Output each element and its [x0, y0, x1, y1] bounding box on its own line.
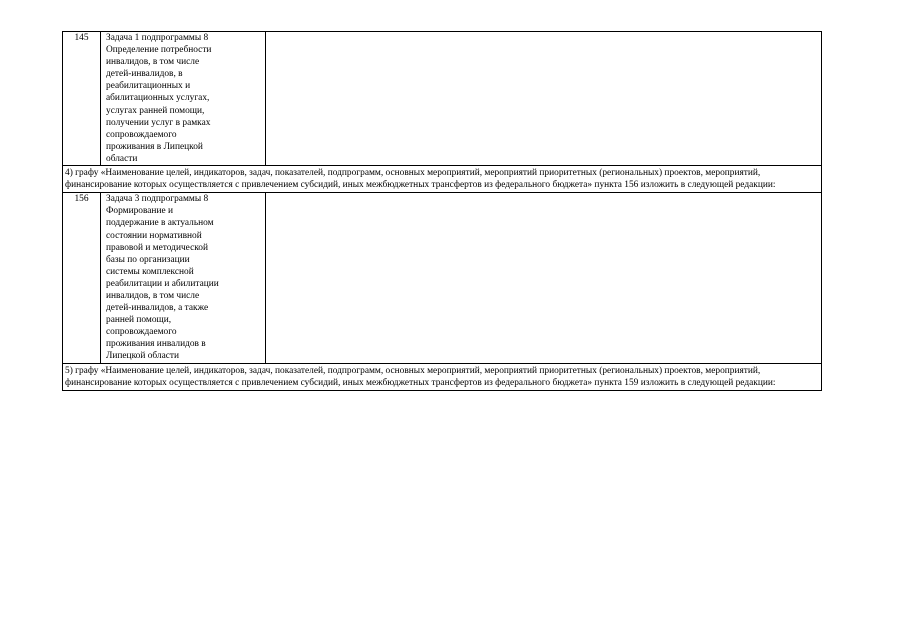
table-row: [63, 363, 822, 390]
row-number: 145: [63, 32, 101, 166]
row-empty-cell: [266, 32, 822, 166]
row-name: Задача 3 подпрограммы 8 Формирование и поддержание в актуальном состоянии нормативной правовой и методической базы по организации системы комплексной реабилитации и абилитации инвалидов, в том числе детей-инвалидов, а также ранней помощи, сопровождаемого проживания инвалидов в Липецкой области: [101, 193, 266, 363]
table-row: [63, 32, 822, 166]
amendment-table: [62, 31, 822, 391]
row-name: Задача 1 подпрограммы 8 Определение потребности инвалидов, в том числе детей-инвалидов, в реабилитационных и абилитационных услугах, услугах ранней помощи, получении услуг в рамках сопровождаемого проживания в Липецкой области: [101, 32, 266, 166]
row-empty-cell: [266, 193, 822, 363]
amendment-note: 5) графу «Наименование целей, индикаторов, задач, показателей, подпрограмм, основных мероприятий, мероприятий приоритетных (региональных) проектов, мероприятий, финансирование которых осуществляется с привлечением субсидий, иных межбюджетных трансфертов из федерального бюджета» пункта 159 изложить в следующей редакции:: [63, 363, 822, 390]
table-row: [63, 193, 822, 363]
amendment-note: 4) графу «Наименование целей, индикаторов, задач, показателей, подпрограмм, основных мероприятий, мероприятий приоритетных (региональных) проектов, мероприятий, финансирование которых осуществляется с привлечением субсидий, иных межбюджетных трансфертов из федерального бюджета» пункта 156 изложить в следующей редакции:: [63, 166, 822, 193]
table-row: [63, 166, 822, 193]
row-number: 156: [63, 193, 101, 363]
